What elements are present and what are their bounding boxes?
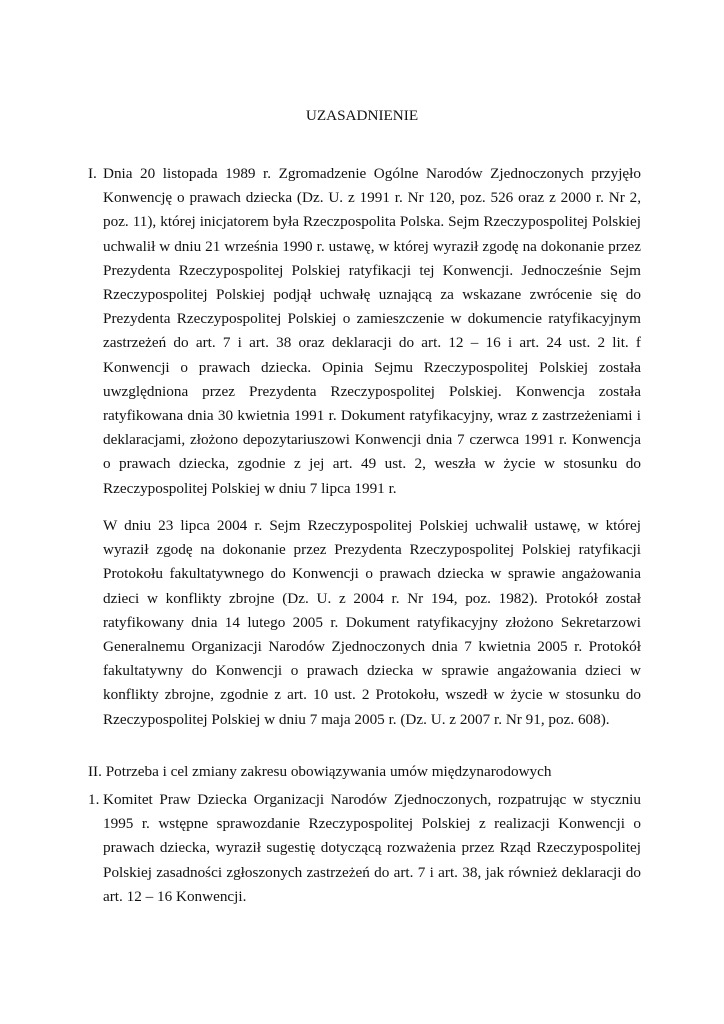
section-1-text: Dnia 20 listopada 1989 r. Zgromadzenie Ogólne Narodów Zjednoczonych przyjęło Konwencję o prawach dziecka (Dz. U. z 1991 r. Nr 120, poz. 526 oraz z 2000 r. Nr 2, poz. 11), której inicjatorem była Rzeczpospolita Polska. Sejm Rzeczypospolitej Polskiej uchwalił w dniu 21 września 1990 r. ustawę, w której wyraził zgodę na dokonanie przez Prezydenta Rzeczypospolitej Polskiej ratyfikacji tej Konwencji. Jednocześnie Sejm Rzeczypospolitej Polskiej podjął uchwałę uznającą za wskazane zwrócenie się do Prezydenta Rzeczypospolitej Polskiej o zamieszczenie w dokumencie ratyfikacyjnym zastrzeżeń do art. 7 i art. 38 oraz deklaracji do art. 12 – 16 i art. 24 ust. 2 lit. f Konwencji o prawach dziecka. Opinia Sejmu Rzeczypospolitej Polskiej została uwzględniona przez Prezydenta Rzeczypospolitej Polskiej. Konwencja została ratyfikowana dnia 30 kwietnia 1991 r. Dokument ratyfikacyjny, wraz z zastrzeżeniami i deklaracjami, złożono depozytariuszowi Konwencji dnia 7 czerwca 1991 r. Konwencja o prawach dziecka, zgodnie z jej art. 49 ust. 2, weszła w życie w stosunku do Rzeczypospolitej Polskiej w dniu 7 lipca 1991 r. xyxy=(103,165,641,497)
section-2-heading xyxy=(88,760,648,784)
section-1-text-2: W dniu 23 lipca 2004 r. Sejm Rzeczypospolitej Polskiej uchwalił ustawę, w której wyraził zgodę na dokonanie przez Prezydenta Rzeczypospolitej Polskiej ratyfikacji Protokołu fakultatywnego do Konwencji o prawach dziecka w sprawie angażowania dzieci w konflikty zbrojne (Dz. U. z 2004 r. Nr 194, poz. 1982). Protokół został ratyfikowany dnia 14 lutego 2005 r. Dokument ratyfikacyjny złożono Sekretarzowi Generalnemu Organizacji Narodów Zjednoczonych dnia 7 kwietnia 2005 r. Protokół fakultatywny do Konwencji o prawach dziecka w sprawie angażowania dzieci w konflikty zbrojne, zgodnie z art. 10 ust. 2 Protokołu, wszedł w życie w stosunku do Rzeczypospolitej Polskiej w dniu 7 maja 2005 r. (Dz. U. z 2007 r. Nr 91, poz. 608). xyxy=(103,517,641,728)
section-1-marker: I. xyxy=(88,165,97,182)
item-1-paragraph xyxy=(88,788,641,909)
document-title: UZASADNIENIE xyxy=(305,107,419,124)
section-1-paragraph xyxy=(88,162,641,501)
section-2-marker: II. xyxy=(88,763,102,780)
section-1-paragraph-2 xyxy=(103,514,641,732)
item-1-text: Komitet Praw Dziecka Organizacji Narodów Zjednoczonych, rozpatrując w styczniu 1995 r. wstępne sprawozdanie Rzeczypospolitej Polskiej z realizacji Konwencji o prawach dziecka, wyraził sugestię dotyczącą rozważenia przez Rząd Rzeczypospolitej Polskiej zasadności zgłoszonych zastrzeżeń do art. 7 i art. 38, jak również deklaracji do art. 12 – 16 Konwencji. xyxy=(103,791,641,905)
section-2-heading-text: Potrzeba i cel zmiany zakresu obowiązywania umów międzynarodowych xyxy=(105,763,552,780)
item-1-marker: 1. xyxy=(88,791,100,808)
